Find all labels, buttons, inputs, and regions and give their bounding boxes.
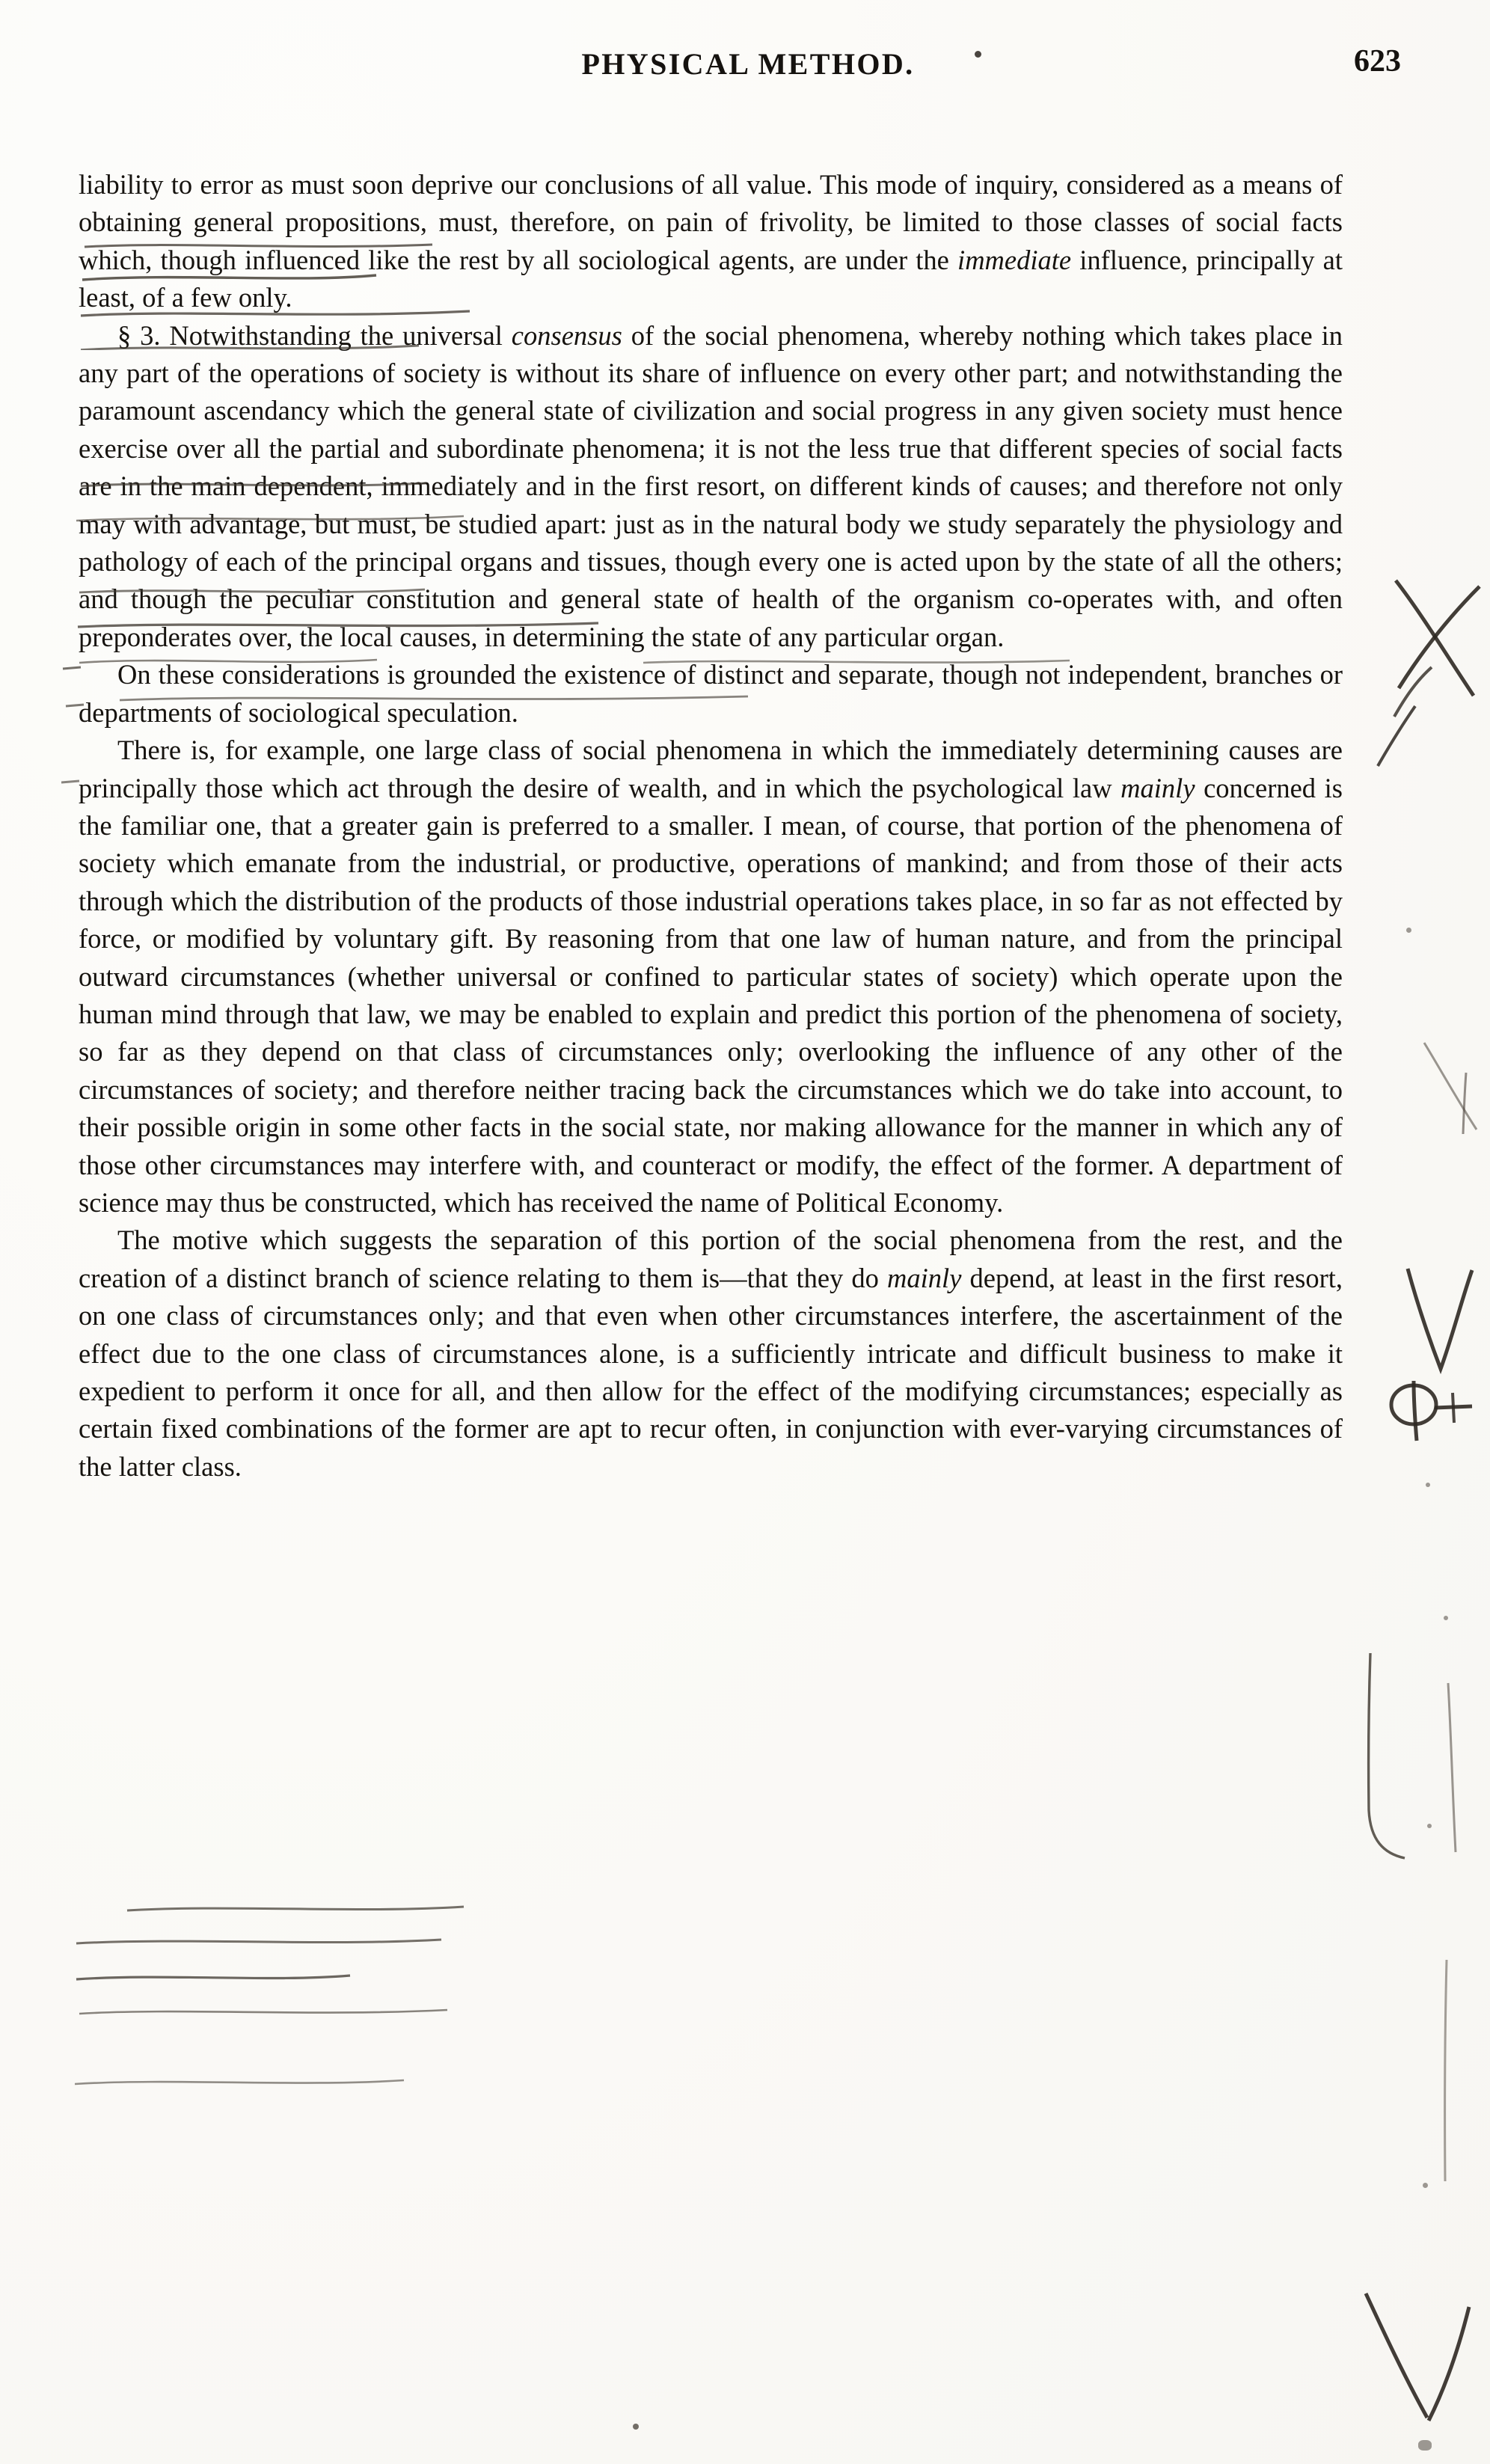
- paragraph-1: liability to error as must soon deprive our conclusions of all value. This mode of inquiry, considered as a means of obtaining general propositions, must, therefore, on pain of frivolity, be limited to those classes of social facts which, though influenced like the rest by all sociological agents, are under the immediate influence, principally at least, of a few only.: [79, 169, 1343, 313]
- paragraph-4: There is, for example, one large class of social phenomena in which the immediately determining causes are principally those which act through the desire of wealth, and in which the psychological law mainly concerned is the familiar one, that a greater gain is preferred to a smaller. I mean, of course, that portion of the phenomena of society which emanate from the industrial, or productive, operations of mankind; and from those of their acts through which the distribution of the products of those industrial operations takes place, in so far as not effected by force, or modified by voluntary gift. By reasoning from that one law of human nature, and from the principal outward circumstances (whether universal or confined to particular states of society) which operate upon the human mind through that law, we may be enabled to explain and predict this portion of the phenomena of society, so far as they depend on that class of circumstances only; overlooking the influence of any other of the circumstances of society; and therefore neither tracing back the circumstances which we do take into account, to their possible origin in some other facts in the social state, nor making allowance for the manner in which any of those other circumstances may interfere with, and counteract or modify, the effect of the former. A department of science may thus be constructed, which has received the name of Political Economy.: [79, 735, 1343, 1218]
- ink-speck: [1423, 2183, 1428, 2188]
- ink-smudge: [1418, 2440, 1432, 2451]
- paragraph-3: On these considerations is grounded the existence of distinct and separate, though not independent, branches or departments of sociological speculation.: [79, 659, 1343, 728]
- ink-speck: [1426, 1483, 1430, 1487]
- page-number: 623: [1354, 44, 1401, 79]
- margin-curve-mark: [1421, 1040, 1489, 1137]
- ink-speck: [975, 51, 981, 58]
- margin-stroke-mark: [1457, 1070, 1480, 1137]
- ink-speck: [1406, 928, 1411, 933]
- ink-speck: [1444, 1616, 1448, 1620]
- page-header: [79, 0, 1417, 90]
- ink-speck: [633, 2424, 639, 2430]
- paragraph-5: The motive which suggests the separation of this portion of the social phenomena from the rest, and the creation of a distinct branch of science relating to them is—that they do mainly depend, at least in the first resort, on one class of circumstances only; and that even when other circumstances interfere, the ascertainment of the effect due to the one class of circumstances alone, is a sufficiently intricate and difficult business to make it expedient to perform it once for all, and then allow for the effect of the modifying circumstances; especially as certain fixed combinations of the former are apt to recur often, in conjunction with ever-varying circumstances of the latter class.: [79, 1225, 1343, 1482]
- margin-rule-mark: [1438, 1960, 1457, 2184]
- running-head: PHYSICAL METHOD.: [581, 47, 915, 81]
- ink-speck: [1427, 1824, 1432, 1828]
- body-text: [79, 166, 1343, 1486]
- page-content: [79, 0, 1417, 2464]
- paragraph-2: § 3. Notwithstanding the universal consensus of the social phenomena, whereby nothing which takes place in any part of the operations of society is without its share of influence on every other part; and notwithstanding the paramount ascendancy which the general state of civilization and social progress in any given society must hence exercise over all the partial and subordinate phenomena; it is not the less true that different species of social facts are in the main dependent, immediately and in the first resort, on different kinds of causes; and therefore not only may with advantage, but must, be studied apart: just as in the natural body we study separately the physiology and pathology of each of the principal organs and tissues, though every one is acted upon by the state of all the others; and though the peculiar constitution and general state of health of the organism co-operates with, and often preponderates over, the local causes, in determining the state of any particular organ.: [79, 319, 1343, 652]
